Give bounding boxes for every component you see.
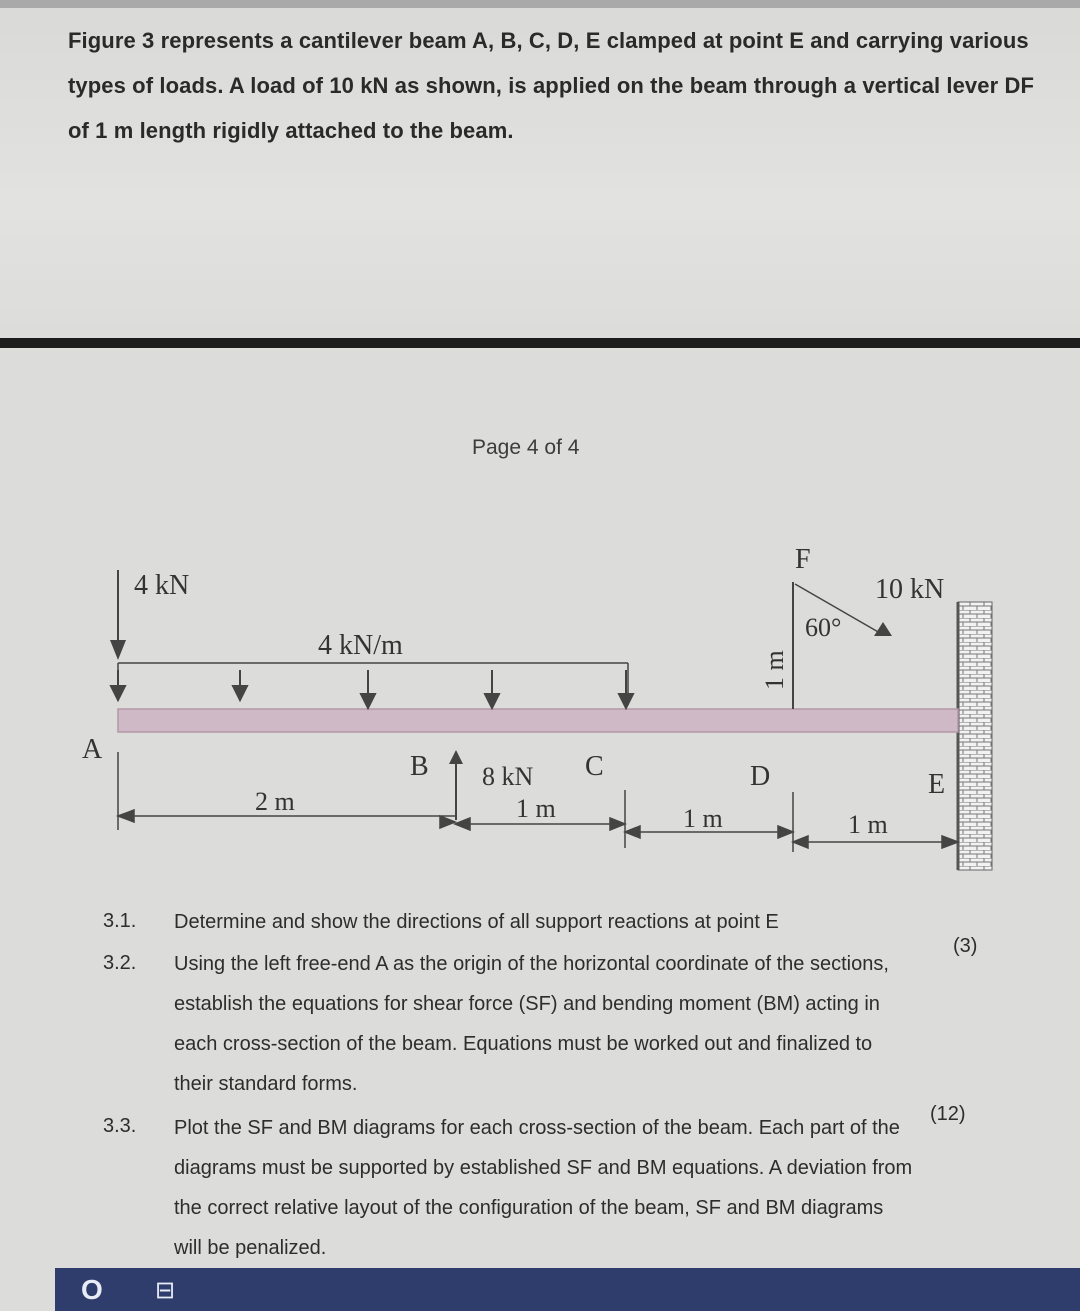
point-E-label: E bbox=[928, 769, 946, 800]
question-text-3-3: Plot the SF and BM diagrams for each cross-section of the beam. Each part of the diagrams must be supported by established SF and BM equations. A deviation from the correct relative layout of the configuration of the beam, SF and BM diagrams will be penalized. bbox=[174, 1117, 913, 1259]
start-circle-icon[interactable]: O bbox=[81, 1274, 103, 1305]
angle-label: 60° bbox=[805, 613, 842, 642]
load-B-label: 8 kN bbox=[482, 762, 534, 791]
question-marks-3-1: (3) bbox=[953, 935, 978, 957]
udl-arrows bbox=[111, 670, 633, 708]
load-A-arrowhead bbox=[110, 640, 126, 660]
fixed-wall bbox=[958, 602, 992, 870]
point-C-label: C bbox=[585, 751, 604, 782]
beam-figure bbox=[0, 530, 1080, 880]
lever-length-label: 1 m bbox=[760, 650, 789, 690]
top-rule bbox=[0, 0, 1080, 8]
dim-BC-label: 1 m bbox=[516, 794, 556, 823]
dim-AB-label: 2 m bbox=[255, 787, 295, 816]
dim-DE-label: 1 m bbox=[848, 810, 888, 839]
question-number-3-3: 3.3. bbox=[103, 1115, 137, 1137]
load-F-arrowhead bbox=[874, 622, 892, 636]
page-divider bbox=[0, 338, 1080, 348]
intro-text: Figure 3 represents a cantilever beam A, B, C, D, E clamped at point E and carrying various types of loads. A load of 10 kN as shown, is applied on the beam through a vertical lever DF of 1 m length rigidly attached to the beam. bbox=[68, 28, 1035, 143]
udl-label: 4 kN/m bbox=[318, 630, 403, 661]
page-number: Page 4 of 4 bbox=[472, 436, 580, 459]
question-marks-3-2: (12) bbox=[930, 1103, 966, 1125]
dim-CD-label: 1 m bbox=[683, 804, 723, 833]
point-A-label: A bbox=[82, 734, 103, 765]
taskbar bbox=[55, 1268, 1080, 1311]
beam bbox=[118, 709, 958, 732]
question-text-3-2: Using the left free-end A as the origin of the horizontal coordinate of the sections, establish the equations for shear force (SF) and bending moment (BM) acting in each cross-section of the beam. Equations must be worked out and finalized to their standard forms. bbox=[174, 953, 889, 1095]
load-A-label: 4 kN bbox=[134, 570, 190, 601]
load-B-arrowhead bbox=[449, 750, 463, 764]
point-B-label: B bbox=[410, 751, 429, 782]
load-F-label: 10 kN bbox=[875, 574, 945, 605]
task-view-icon[interactable]: ⊟ bbox=[155, 1277, 176, 1304]
question-number-3-2: 3.2. bbox=[103, 952, 137, 974]
point-F-label: F bbox=[795, 544, 811, 575]
question-number-3-1: 3.1. bbox=[103, 910, 137, 932]
point-D-label: D bbox=[750, 761, 771, 792]
question-text-3-1: Determine and show the directions of all support reactions at point E bbox=[174, 911, 779, 933]
problem-statement-area bbox=[0, 0, 1080, 340]
